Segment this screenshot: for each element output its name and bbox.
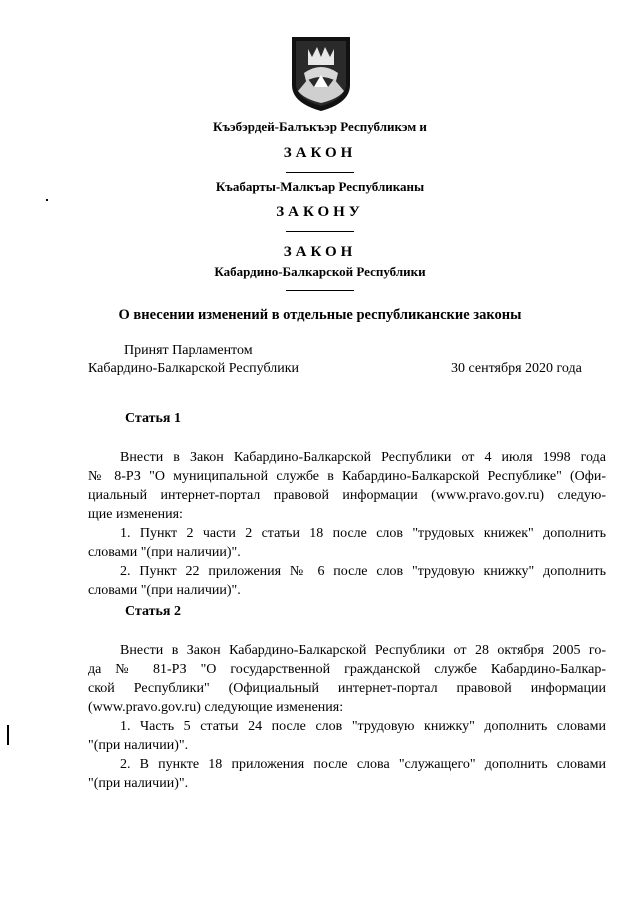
adoption-date: 30 сентября 2020 года bbox=[451, 361, 582, 376]
text-line: "(при наличии)". bbox=[88, 738, 189, 753]
scan-margin-mark bbox=[7, 725, 9, 745]
article-heading: Статья 2 bbox=[125, 604, 181, 619]
text-line: циальный интернет-портал правовой информации (www.pravo.gov.ru) следую- bbox=[88, 488, 606, 503]
kabardian-law-heading: ЗАКОН bbox=[283, 145, 357, 161]
article-body bbox=[88, 641, 606, 793]
balkar-header-line: Къабарты-Малкъар Республиканы bbox=[215, 179, 425, 194]
text-line: 2. В пункте 18 приложения после слова "служащего" дополнить словами bbox=[120, 757, 606, 772]
coat-of-arms-emblem bbox=[290, 35, 352, 112]
scan-speck bbox=[46, 199, 48, 201]
text-line: "(при наличии)". bbox=[88, 776, 189, 791]
russian-header-line: Кабардино-Балкарской Республики bbox=[214, 264, 426, 279]
article-heading: Статья 1 bbox=[125, 411, 181, 426]
article-body bbox=[88, 448, 606, 600]
text-line: словами "(при наличии)". bbox=[88, 583, 241, 598]
text-line: словами "(при наличии)". bbox=[88, 545, 241, 560]
header-divider bbox=[286, 172, 354, 173]
adoption-line-2: Кабардино-Балкарской Республики bbox=[88, 361, 299, 376]
text-line: Внести в Закон Кабардино-Балкарской Республики от 28 октября 2005 го- bbox=[120, 643, 606, 658]
adoption-line-1: Принят Парламентом bbox=[124, 343, 253, 358]
header-divider bbox=[286, 231, 354, 232]
text-line: да № 81-РЗ "О государственной гражданской службе Кабардино-Балкар- bbox=[88, 662, 606, 677]
law-title: О внесении изменений в отдельные республиканские законы bbox=[118, 307, 522, 323]
text-line: ской Республики" (Официальный интернет-портал правовой информации bbox=[88, 681, 606, 696]
kabardian-header-line: Къэбэрдей-Балъкъэр Республикэм и bbox=[213, 119, 427, 134]
text-line: щие изменения: bbox=[88, 507, 183, 522]
text-line: 1. Часть 5 статьи 24 после слов "трудовую книжку" дополнить словами bbox=[120, 719, 606, 734]
balkar-law-heading: ЗАКОНУ bbox=[276, 204, 364, 220]
text-line: Внести в Закон Кабардино-Балкарской Республики от 4 июля 1998 года bbox=[120, 450, 606, 465]
russian-law-heading: ЗАКОН bbox=[283, 244, 357, 260]
text-line: 1. Пункт 2 части 2 статьи 18 после слов "трудовых книжек" дополнить bbox=[120, 526, 606, 541]
text-line: (www.pravo.gov.ru) следующие изменения: bbox=[88, 700, 344, 715]
header-divider bbox=[286, 290, 354, 291]
text-line: № 8-РЗ "О муниципальной службе в Кабардино-Балкарской Республике" (Офи- bbox=[88, 469, 606, 484]
text-line: 2. Пункт 22 приложения № 6 после слов "трудовую книжку" дополнить bbox=[120, 564, 606, 579]
